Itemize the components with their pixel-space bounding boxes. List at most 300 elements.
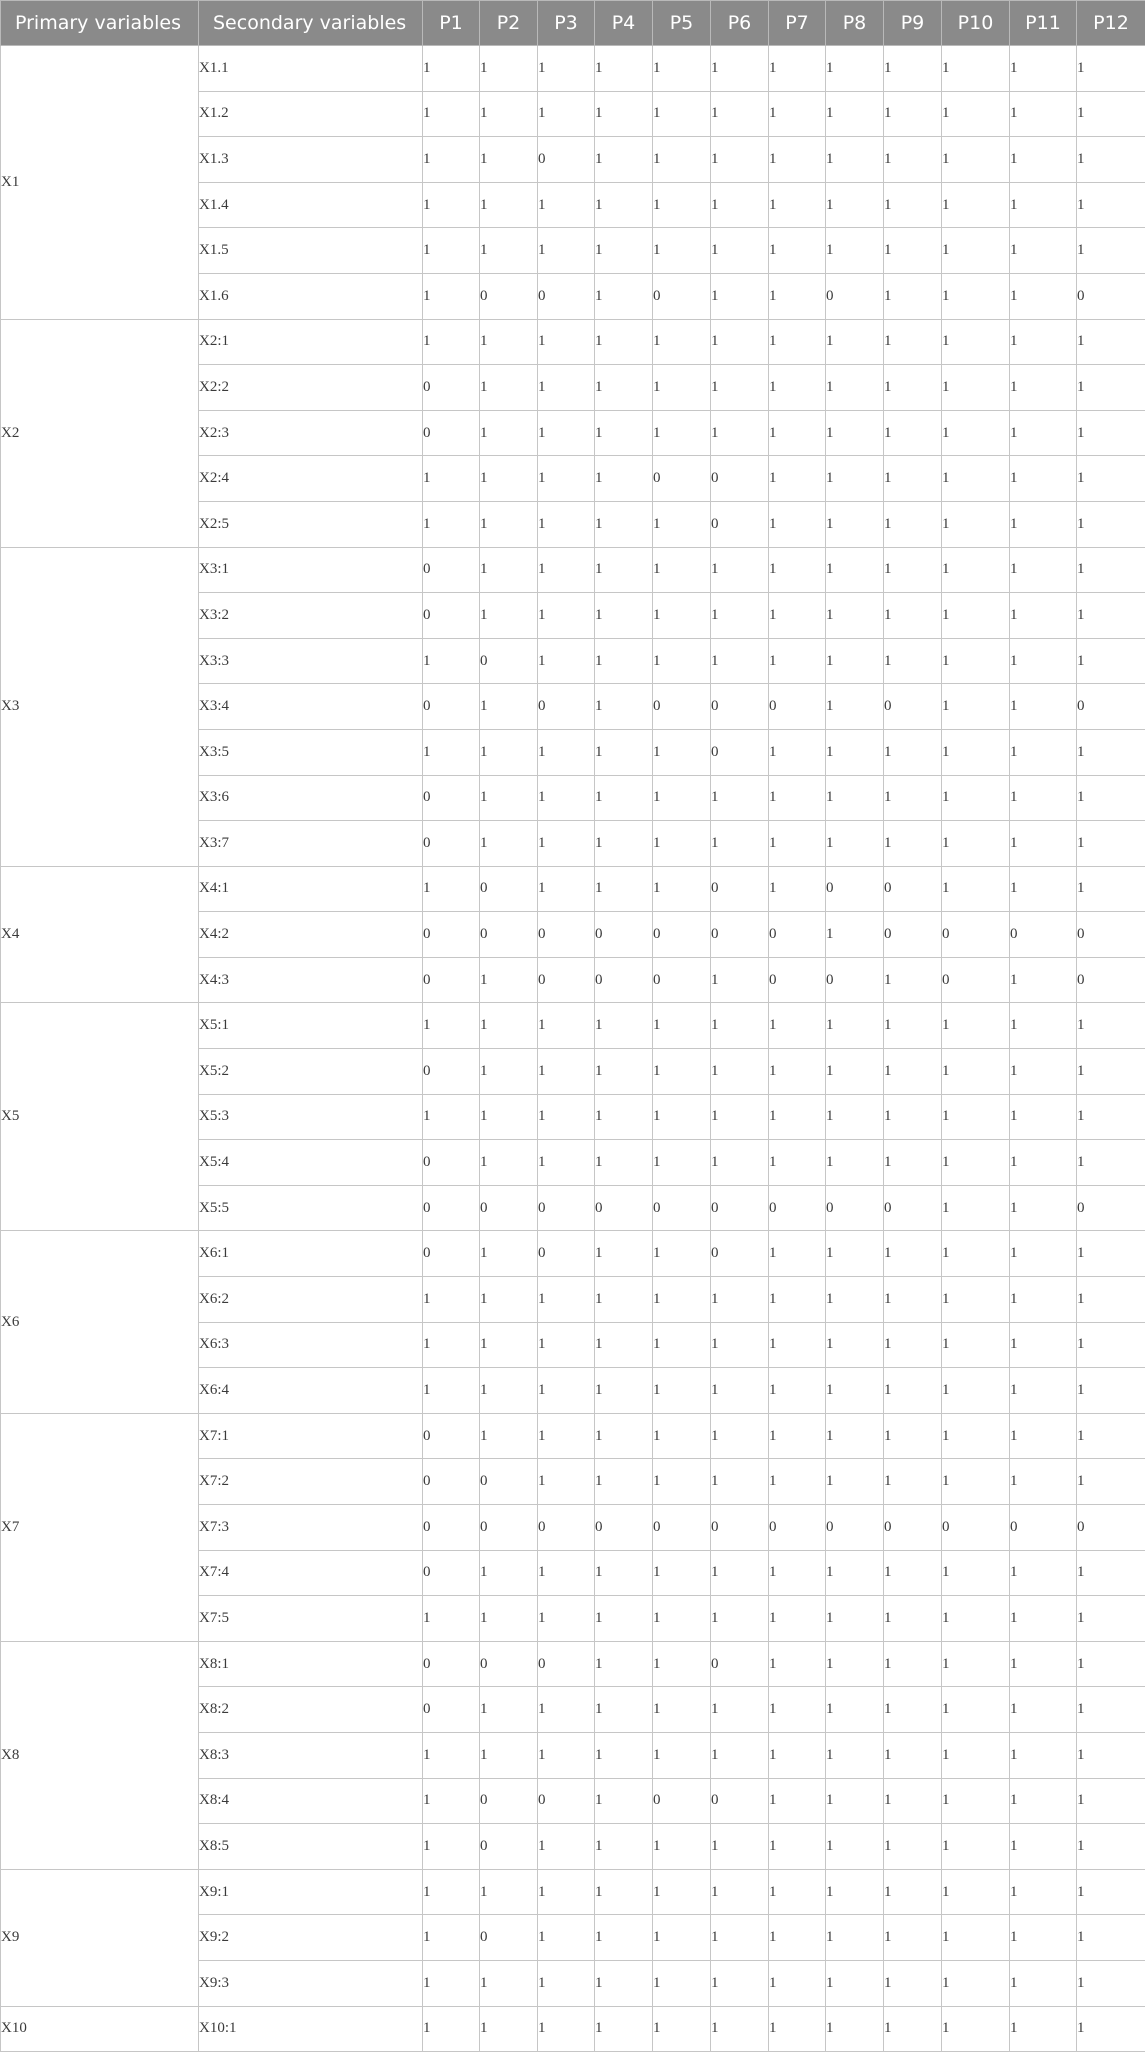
value-cell-p8: 1	[826, 1003, 884, 1049]
value-cell-p7: 1	[769, 273, 826, 319]
value-cell-p9: 1	[884, 501, 942, 547]
value-cell-p2: 1	[480, 1596, 538, 1642]
value-cell-p4: 1	[595, 46, 653, 92]
value-cell-p5: 0	[653, 684, 711, 730]
value-cell-p10: 1	[942, 91, 1010, 137]
value-cell-p7: 1	[769, 1277, 826, 1323]
value-cell-p5: 1	[653, 1231, 711, 1277]
table-body	[1, 46, 1145, 2052]
value-cell-p10: 1	[942, 1550, 1010, 1596]
value-cell-p10: 1	[942, 866, 1010, 912]
value-cell-p2: 0	[480, 912, 538, 958]
primary-variable-cell: X3	[1, 547, 199, 866]
value-cell-p1: 0	[423, 1687, 480, 1733]
value-cell-p10: 1	[942, 1049, 1010, 1095]
value-cell-p5: 1	[653, 1459, 711, 1505]
value-cell-p3: 0	[538, 912, 595, 958]
value-cell-p6: 1	[711, 1140, 769, 1186]
value-cell-p4: 1	[595, 1003, 653, 1049]
value-cell-p3: 1	[538, 821, 595, 867]
header-p4: P4	[595, 1, 653, 46]
value-cell-p12: 1	[1077, 319, 1145, 365]
value-cell-p4: 1	[595, 182, 653, 228]
value-cell-p12: 1	[1077, 1550, 1145, 1596]
value-cell-p8: 1	[826, 501, 884, 547]
value-cell-p3: 1	[538, 182, 595, 228]
value-cell-p9: 1	[884, 1869, 942, 1915]
value-cell-p4: 1	[595, 1596, 653, 1642]
value-cell-p1: 1	[423, 1277, 480, 1323]
value-cell-p11: 1	[1010, 1094, 1077, 1140]
value-cell-p6: 1	[711, 1413, 769, 1459]
value-cell-p4: 1	[595, 866, 653, 912]
value-cell-p4: 1	[595, 1413, 653, 1459]
value-cell-p11: 0	[1010, 1505, 1077, 1551]
secondary-variable-cell: X2:1	[199, 319, 423, 365]
value-cell-p10: 1	[942, 821, 1010, 867]
secondary-variable-cell: X1.5	[199, 228, 423, 274]
value-cell-p9: 1	[884, 775, 942, 821]
value-cell-p2: 1	[480, 365, 538, 411]
value-cell-p2: 1	[480, 1413, 538, 1459]
value-cell-p12: 1	[1077, 1641, 1145, 1687]
value-cell-p1: 0	[423, 1505, 480, 1551]
value-cell-p2: 1	[480, 456, 538, 502]
value-cell-p11: 1	[1010, 1915, 1077, 1961]
value-cell-p2: 0	[480, 1824, 538, 1870]
header-p8: P8	[826, 1, 884, 46]
value-cell-p7: 1	[769, 1732, 826, 1778]
value-cell-p3: 1	[538, 46, 595, 92]
value-cell-p9: 1	[884, 1277, 942, 1323]
value-cell-p3: 0	[538, 273, 595, 319]
value-cell-p10: 1	[942, 410, 1010, 456]
value-cell-p10: 1	[942, 1687, 1010, 1733]
value-cell-p5: 1	[653, 91, 711, 137]
primary-variable-cell: X4	[1, 866, 199, 1003]
value-cell-p1: 1	[423, 273, 480, 319]
value-cell-p2: 0	[480, 1915, 538, 1961]
value-cell-p8: 1	[826, 1322, 884, 1368]
value-cell-p3: 1	[538, 1049, 595, 1095]
value-cell-p2: 1	[480, 91, 538, 137]
value-cell-p10: 1	[942, 593, 1010, 639]
value-cell-p11: 1	[1010, 1140, 1077, 1186]
value-cell-p2: 1	[480, 1687, 538, 1733]
value-cell-p7: 1	[769, 46, 826, 92]
value-cell-p1: 1	[423, 1732, 480, 1778]
value-cell-p3: 1	[538, 1459, 595, 1505]
table-row	[1, 1641, 1145, 1687]
value-cell-p12: 1	[1077, 729, 1145, 775]
value-cell-p9: 1	[884, 228, 942, 274]
value-cell-p12: 1	[1077, 228, 1145, 274]
value-cell-p12: 1	[1077, 593, 1145, 639]
value-cell-p2: 1	[480, 1869, 538, 1915]
primary-variable-cell: X2	[1, 319, 199, 547]
value-cell-p10: 1	[942, 501, 1010, 547]
value-cell-p9: 1	[884, 410, 942, 456]
value-cell-p12: 1	[1077, 182, 1145, 228]
value-cell-p10: 1	[942, 182, 1010, 228]
value-cell-p1: 1	[423, 2006, 480, 2052]
value-cell-p1: 1	[423, 1094, 480, 1140]
value-cell-p12: 1	[1077, 1049, 1145, 1095]
header-p10: P10	[942, 1, 1010, 46]
value-cell-p1: 1	[423, 182, 480, 228]
value-cell-p2: 1	[480, 137, 538, 183]
value-cell-p3: 1	[538, 866, 595, 912]
value-cell-p6: 1	[711, 228, 769, 274]
value-cell-p6: 0	[711, 1185, 769, 1231]
value-cell-p6: 1	[711, 1915, 769, 1961]
value-cell-p11: 1	[1010, 365, 1077, 411]
value-cell-p3: 1	[538, 501, 595, 547]
primary-variable-cell: X10	[1, 2006, 199, 2052]
value-cell-p7: 1	[769, 1049, 826, 1095]
primary-variable-cell: X5	[1, 1003, 199, 1231]
value-cell-p4: 1	[595, 1824, 653, 1870]
value-cell-p8: 1	[826, 182, 884, 228]
value-cell-p10: 1	[942, 456, 1010, 502]
value-cell-p7: 1	[769, 1459, 826, 1505]
value-cell-p5: 0	[653, 1505, 711, 1551]
value-cell-p9: 1	[884, 1003, 942, 1049]
value-cell-p10: 1	[942, 1413, 1010, 1459]
value-cell-p10: 1	[942, 1368, 1010, 1414]
value-cell-p8: 1	[826, 1413, 884, 1459]
value-cell-p12: 1	[1077, 1094, 1145, 1140]
value-cell-p6: 1	[711, 1459, 769, 1505]
value-cell-p4: 1	[595, 1915, 653, 1961]
value-cell-p4: 1	[595, 775, 653, 821]
value-cell-p9: 0	[884, 1185, 942, 1231]
primary-variable-cell: X8	[1, 1641, 199, 1869]
value-cell-p11: 1	[1010, 1778, 1077, 1824]
value-cell-p11: 1	[1010, 273, 1077, 319]
value-cell-p12: 1	[1077, 91, 1145, 137]
value-cell-p3: 1	[538, 1824, 595, 1870]
value-cell-p1: 1	[423, 46, 480, 92]
value-cell-p11: 1	[1010, 1185, 1077, 1231]
value-cell-p8: 1	[826, 1824, 884, 1870]
value-cell-p4: 1	[595, 821, 653, 867]
value-cell-p9: 1	[884, 547, 942, 593]
value-cell-p7: 1	[769, 775, 826, 821]
secondary-variable-cell: X1.6	[199, 273, 423, 319]
value-cell-p8: 1	[826, 1049, 884, 1095]
value-cell-p3: 0	[538, 684, 595, 730]
value-cell-p8: 1	[826, 91, 884, 137]
value-cell-p2: 1	[480, 1094, 538, 1140]
value-cell-p4: 1	[595, 501, 653, 547]
value-cell-p6: 0	[711, 1505, 769, 1551]
value-cell-p11: 1	[1010, 1596, 1077, 1642]
value-cell-p7: 1	[769, 365, 826, 411]
value-cell-p11: 1	[1010, 547, 1077, 593]
value-cell-p9: 1	[884, 1778, 942, 1824]
value-cell-p12: 1	[1077, 775, 1145, 821]
value-cell-p12: 1	[1077, 638, 1145, 684]
value-cell-p6: 0	[711, 1778, 769, 1824]
value-cell-p8: 1	[826, 1869, 884, 1915]
value-cell-p1: 1	[423, 1915, 480, 1961]
value-cell-p3: 1	[538, 91, 595, 137]
header-row	[1, 1, 1145, 46]
value-cell-p8: 1	[826, 1960, 884, 2006]
value-cell-p11: 1	[1010, 182, 1077, 228]
value-cell-p1: 0	[423, 593, 480, 639]
primary-variable-cell: X7	[1, 1413, 199, 1641]
secondary-variable-cell: X5:3	[199, 1094, 423, 1140]
value-cell-p3: 0	[538, 1778, 595, 1824]
value-cell-p6: 0	[711, 456, 769, 502]
value-cell-p9: 1	[884, 821, 942, 867]
value-cell-p12: 0	[1077, 1505, 1145, 1551]
value-cell-p12: 1	[1077, 1687, 1145, 1733]
secondary-variable-cell: X3:2	[199, 593, 423, 639]
secondary-variable-cell: X8:1	[199, 1641, 423, 1687]
value-cell-p11: 1	[1010, 91, 1077, 137]
value-cell-p1: 0	[423, 1185, 480, 1231]
value-cell-p12: 1	[1077, 1322, 1145, 1368]
value-cell-p10: 1	[942, 1459, 1010, 1505]
value-cell-p1: 0	[423, 1641, 480, 1687]
value-cell-p11: 1	[1010, 1824, 1077, 1870]
value-cell-p10: 1	[942, 1185, 1010, 1231]
value-cell-p9: 1	[884, 1368, 942, 1414]
value-cell-p3: 0	[538, 1185, 595, 1231]
value-cell-p9: 1	[884, 1687, 942, 1733]
secondary-variable-cell: X1.3	[199, 137, 423, 183]
value-cell-p2: 0	[480, 1459, 538, 1505]
value-cell-p6: 1	[711, 410, 769, 456]
value-cell-p6: 1	[711, 182, 769, 228]
header-p6: P6	[711, 1, 769, 46]
header-p5: P5	[653, 1, 711, 46]
value-cell-p2: 1	[480, 1003, 538, 1049]
value-cell-p9: 0	[884, 1505, 942, 1551]
value-cell-p5: 1	[653, 1094, 711, 1140]
value-cell-p1: 1	[423, 1596, 480, 1642]
header-primary-variables: Primary variables	[1, 1, 199, 46]
value-cell-p5: 1	[653, 1596, 711, 1642]
secondary-variable-cell: X7:1	[199, 1413, 423, 1459]
value-cell-p12: 1	[1077, 1368, 1145, 1414]
value-cell-p5: 1	[653, 501, 711, 547]
value-cell-p11: 1	[1010, 821, 1077, 867]
table-row	[1, 1413, 1145, 1459]
value-cell-p8: 1	[826, 638, 884, 684]
value-cell-p12: 0	[1077, 912, 1145, 958]
value-cell-p3: 1	[538, 1322, 595, 1368]
value-cell-p11: 1	[1010, 1960, 1077, 2006]
value-cell-p9: 1	[884, 729, 942, 775]
value-cell-p11: 1	[1010, 1049, 1077, 1095]
value-cell-p1: 0	[423, 547, 480, 593]
value-cell-p8: 1	[826, 1915, 884, 1961]
value-cell-p7: 1	[769, 638, 826, 684]
value-cell-p6: 1	[711, 1732, 769, 1778]
value-cell-p8: 1	[826, 410, 884, 456]
value-cell-p9: 1	[884, 273, 942, 319]
value-cell-p9: 1	[884, 91, 942, 137]
table-row	[1, 1869, 1145, 1915]
value-cell-p3: 1	[538, 365, 595, 411]
value-cell-p8: 1	[826, 1094, 884, 1140]
value-cell-p6: 0	[711, 1641, 769, 1687]
value-cell-p6: 1	[711, 46, 769, 92]
secondary-variable-cell: X3:7	[199, 821, 423, 867]
value-cell-p11: 1	[1010, 729, 1077, 775]
value-cell-p9: 1	[884, 957, 942, 1003]
value-cell-p6: 1	[711, 1049, 769, 1095]
value-cell-p5: 1	[653, 1869, 711, 1915]
value-cell-p9: 1	[884, 456, 942, 502]
value-cell-p5: 1	[653, 182, 711, 228]
primary-variable-cell: X6	[1, 1231, 199, 1413]
value-cell-p7: 1	[769, 1550, 826, 1596]
value-cell-p5: 1	[653, 410, 711, 456]
value-cell-p8: 1	[826, 1550, 884, 1596]
value-cell-p4: 1	[595, 91, 653, 137]
value-cell-p7: 1	[769, 1596, 826, 1642]
value-cell-p5: 1	[653, 821, 711, 867]
value-cell-p9: 1	[884, 1140, 942, 1186]
secondary-variable-cell: X7:4	[199, 1550, 423, 1596]
value-cell-p3: 0	[538, 137, 595, 183]
value-cell-p8: 1	[826, 2006, 884, 2052]
value-cell-p8: 0	[826, 1185, 884, 1231]
value-cell-p11: 1	[1010, 319, 1077, 365]
value-cell-p6: 0	[711, 1231, 769, 1277]
value-cell-p9: 1	[884, 365, 942, 411]
value-cell-p5: 1	[653, 1368, 711, 1414]
value-cell-p1: 1	[423, 319, 480, 365]
value-cell-p1: 1	[423, 1003, 480, 1049]
value-cell-p7: 1	[769, 1960, 826, 2006]
value-cell-p3: 1	[538, 775, 595, 821]
value-cell-p2: 0	[480, 1641, 538, 1687]
value-cell-p11: 0	[1010, 912, 1077, 958]
value-cell-p2: 1	[480, 1049, 538, 1095]
value-cell-p5: 1	[653, 1003, 711, 1049]
value-cell-p4: 0	[595, 1505, 653, 1551]
value-cell-p6: 1	[711, 957, 769, 1003]
value-cell-p10: 1	[942, 46, 1010, 92]
value-cell-p12: 0	[1077, 957, 1145, 1003]
value-cell-p5: 1	[653, 137, 711, 183]
value-cell-p8: 1	[826, 456, 884, 502]
value-cell-p10: 1	[942, 729, 1010, 775]
value-cell-p12: 1	[1077, 1960, 1145, 2006]
value-cell-p4: 1	[595, 410, 653, 456]
value-cell-p6: 1	[711, 1960, 769, 2006]
value-cell-p6: 0	[711, 501, 769, 547]
secondary-variable-cell: X6:3	[199, 1322, 423, 1368]
value-cell-p8: 1	[826, 821, 884, 867]
value-cell-p8: 1	[826, 46, 884, 92]
value-cell-p7: 0	[769, 1505, 826, 1551]
header-p1: P1	[423, 1, 480, 46]
secondary-variable-cell: X8:3	[199, 1732, 423, 1778]
value-cell-p2: 1	[480, 46, 538, 92]
value-cell-p10: 0	[942, 957, 1010, 1003]
value-cell-p5: 1	[653, 593, 711, 639]
value-cell-p11: 1	[1010, 1413, 1077, 1459]
secondary-variable-cell: X1.1	[199, 46, 423, 92]
value-cell-p1: 0	[423, 1231, 480, 1277]
value-cell-p8: 1	[826, 684, 884, 730]
value-cell-p10: 1	[942, 638, 1010, 684]
value-cell-p10: 1	[942, 775, 1010, 821]
value-cell-p9: 1	[884, 1094, 942, 1140]
value-cell-p5: 1	[653, 1824, 711, 1870]
value-cell-p11: 1	[1010, 775, 1077, 821]
value-cell-p6: 1	[711, 1322, 769, 1368]
value-cell-p5: 0	[653, 912, 711, 958]
value-cell-p5: 1	[653, 1732, 711, 1778]
value-cell-p5: 1	[653, 638, 711, 684]
value-cell-p4: 1	[595, 1960, 653, 2006]
value-cell-p7: 1	[769, 1687, 826, 1733]
value-cell-p4: 1	[595, 1869, 653, 1915]
value-cell-p4: 1	[595, 273, 653, 319]
secondary-variable-cell: X2:5	[199, 501, 423, 547]
value-cell-p4: 1	[595, 593, 653, 639]
value-cell-p2: 1	[480, 1368, 538, 1414]
value-cell-p4: 1	[595, 684, 653, 730]
value-cell-p12: 1	[1077, 1732, 1145, 1778]
value-cell-p10: 1	[942, 1915, 1010, 1961]
header-p11: P11	[1010, 1, 1077, 46]
value-cell-p6: 1	[711, 1277, 769, 1323]
value-cell-p5: 1	[653, 1915, 711, 1961]
secondary-variable-cell: X9:2	[199, 1915, 423, 1961]
value-cell-p5: 1	[653, 228, 711, 274]
header-p3: P3	[538, 1, 595, 46]
value-cell-p4: 0	[595, 1185, 653, 1231]
value-cell-p8: 0	[826, 1505, 884, 1551]
value-cell-p10: 1	[942, 1732, 1010, 1778]
value-cell-p3: 1	[538, 638, 595, 684]
value-cell-p7: 1	[769, 91, 826, 137]
value-cell-p7: 1	[769, 410, 826, 456]
value-cell-p9: 1	[884, 1550, 942, 1596]
secondary-variable-cell: X4:3	[199, 957, 423, 1003]
value-cell-p10: 1	[942, 1140, 1010, 1186]
value-cell-p8: 1	[826, 775, 884, 821]
value-cell-p12: 1	[1077, 866, 1145, 912]
secondary-variable-cell: X5:1	[199, 1003, 423, 1049]
secondary-variable-cell: X3:3	[199, 638, 423, 684]
value-cell-p5: 1	[653, 46, 711, 92]
value-cell-p11: 1	[1010, 593, 1077, 639]
value-cell-p12: 1	[1077, 1003, 1145, 1049]
value-cell-p11: 1	[1010, 46, 1077, 92]
value-cell-p8: 1	[826, 1641, 884, 1687]
value-cell-p8: 0	[826, 866, 884, 912]
table-row	[1, 1231, 1145, 1277]
value-cell-p5: 1	[653, 1140, 711, 1186]
value-cell-p6: 1	[711, 91, 769, 137]
value-cell-p1: 0	[423, 410, 480, 456]
value-cell-p4: 1	[595, 547, 653, 593]
value-cell-p6: 1	[711, 1368, 769, 1414]
value-cell-p5: 0	[653, 1778, 711, 1824]
value-cell-p4: 1	[595, 1368, 653, 1414]
value-cell-p2: 1	[480, 228, 538, 274]
